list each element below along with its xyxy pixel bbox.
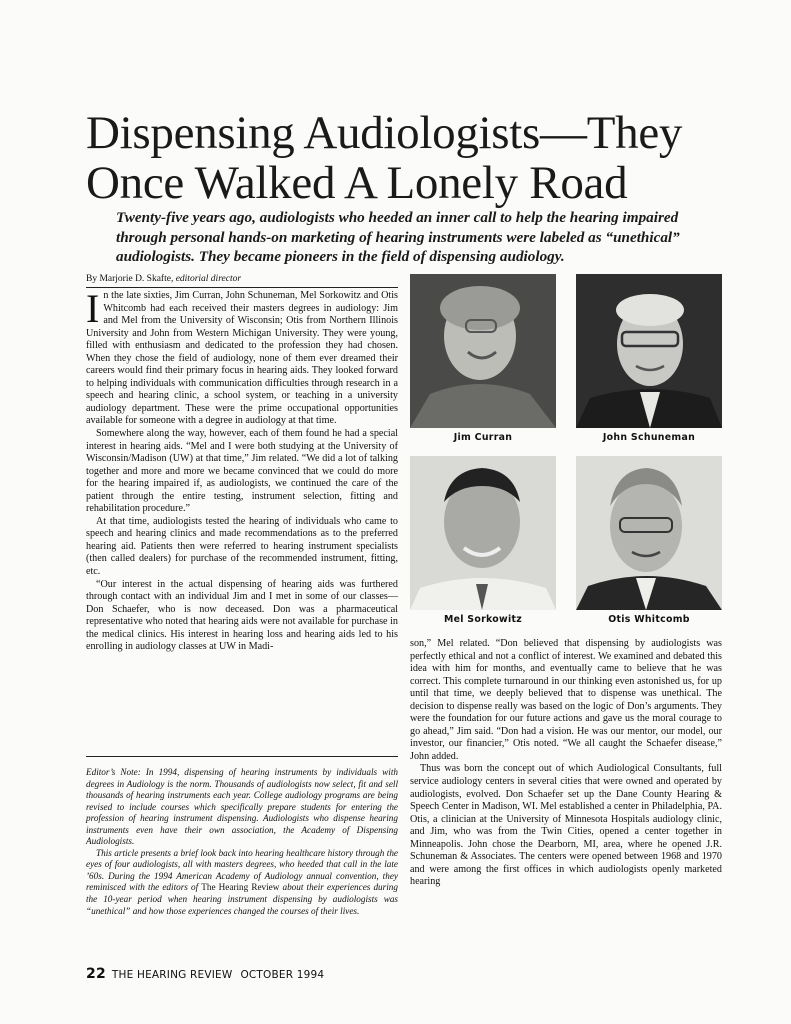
body-paragraph: Thus was born the concept out of which Audiological Consultants, full service audiology centers in several cities that were owned and operated by audiologists, evolved. Don Schaefer set up the Dane County Hearing & Speech Center in Madison, WI. Mel established a center in Philadelphia, PA. Otis, a clinician at the University of Minnesota Hospitals audiology clinic, and Jim, who was from the Twin Cities, opened a center together in Minneapolis. John chose the Dearborn, MI, area, where he opened J.R. Schuneman & Associates. The centers were opened between 1968 and 1970 and were among the first offices in which audiologists openly marketed hearing: [410, 763, 722, 888]
page-number: 22: [86, 966, 106, 982]
photo-jim-curran: [410, 274, 556, 443]
article-title: Dispensing Audiologists—They Once Walked A Lonely Road: [86, 107, 683, 209]
portrait-silhouette-icon: [576, 456, 722, 610]
portrait-silhouette-icon: [410, 274, 556, 428]
body-paragraph: son,” Mel related. “Don believed that dispensing by audiologists was perfectly ethical and not a conflict of interest. We examined and debated this idea with him for months, and eventually came to believe that he was correct. This complete turnaround in our thinking even astonished us, for up until that time, we deeply believed that to dispense was unethical. The decision to dispense really was based on the logic of Don’s arguments. They were the foundation for our future actions and gave us the moral courage to go ahead,” Jim said. “Don had a vision. He was our mentor, our model, our investor, our financier,” Otis noted. “We all caught the Schaefer disease,” John added.: [410, 638, 722, 762]
photo-caption: Jim Curran: [453, 432, 513, 443]
portrait-photo: [410, 274, 556, 428]
portrait-photo: [576, 274, 722, 428]
photo-john-schuneman: [576, 274, 722, 443]
body-paragraph: Somewhere along the way, however, each of them found he had a special interest in hearing aids. “Mel and I were both studying at the University of Wisconsin/Madison (UW) at that time,” Jim related. “We did a lot of talking together and more and more we became convinced that we could do more for the hearing impaired if, as audiologists, we continued the care of the patient through the entire testing, instrument selection, fitting and rehabilitation procedure.”: [86, 428, 398, 515]
article-column-right: [410, 638, 722, 889]
photo-mel-sorkowitz: [410, 456, 556, 625]
photo-caption: John Schuneman: [602, 432, 696, 443]
body-paragraph: “Our interest in the actual dispensing of hearing aids was furthered through contact with an individual Jim and I met in some of our classes—Don Schaefer, who is now deceased. Don was a pharmaceutical representative who noted that hearing aids were not available for purchase in the medical clinics. His interest in hearing loss and hearing aids led to his enrolling in audiology classes at UW in Madi-: [86, 578, 398, 653]
editors-note-text: about their experiences during the 10-year period when hearing instrument dispensing by audiologists was “unethical” and how those experiences changed the courses of their lives.: [86, 882, 398, 916]
publication-name: The Hearing Review: [201, 882, 280, 893]
editors-note-paragraph: [86, 767, 398, 848]
byline: [86, 274, 398, 288]
editors-note-text: In 1994, dispensing of hearing instruments by individuals with degrees in Audiology is the norm. Thousands of audiologists now select, fit and sell thousands of hearing instruments each year. College audiology programs are being revised to include courses which specifically prepare students for entering the profession of hearing instrument dispensing. Audiologists who dispense hearing instruments even have their own association, the Academy of Dispensing Audiologists.: [86, 767, 398, 847]
footer-publication: THE HEARING REVIEW: [111, 969, 233, 981]
photo-otis-whitcomb: [576, 456, 722, 625]
photo-caption: Otis Whitcomb: [608, 614, 690, 625]
portrait-silhouette-icon: [410, 456, 556, 610]
editors-note-text: This article presents a brief look back into hearing healthcare history through the eyes of four audiologists, all with masters degrees, who heeded that call in the late ’60s. During the 1994 American Academy of Audiology annual convention, they reminisced with the editors of: [86, 847, 398, 893]
byline-author: By Marjorie D. Skafte,: [86, 274, 174, 284]
editors-note: [86, 756, 398, 917]
portrait-photo: [576, 456, 722, 610]
drop-cap: I: [86, 286, 100, 331]
paragraph-text: n the late sixties, Jim Curran, John Schuneman, Mel Sorkowitz and Otis Whitcomb had each received their masters degrees in audiology: Jim and Mel from the University of Wisconsin; Otis from Northern Illinois University and John from Western Michigan University. They were young, filled with enthusiasm and dedicated to the profession they had chosen. When they chose the field of audiology, none of them ever dreamed their careers would find their primary focus in hearing aids. They looked forward to helping individuals with communication difficulties through research in a speech and hearing clinic, a school system, or teaching in a university audiology department. These were the prime occupational opportunities available for someone with a degree in audiology at that time.: [86, 290, 398, 427]
article-column-left: [86, 286, 398, 654]
editors-note-lead: Editor’s Note:: [86, 767, 141, 777]
body-paragraph: [86, 286, 398, 428]
page-footer: [86, 966, 324, 982]
editors-note-paragraph: [86, 848, 398, 917]
photo-caption: Mel Sorkowitz: [443, 614, 523, 625]
byline-role: editorial director: [175, 274, 242, 284]
photo-grid: [410, 274, 722, 630]
body-paragraph: At that time, audiologists tested the hearing of individuals who came to speech and hearing clinics and made recommendations as to the preferred hearing aid. Patients then were referred to hearing instrument specialists (then called dealers) for purchase of the recommended instrument, fitting, etc.: [86, 515, 398, 578]
portrait-silhouette-icon: [576, 274, 722, 428]
footer-issue: OCTOBER 1994: [240, 969, 325, 981]
portrait-photo: [410, 456, 556, 610]
article-dek: Twenty-five years ago, audiologists who heeded an inner call to help the hearing impaired through personal hands-on marketing of hearing instruments were labeled as “unethical” audiologists. They became pioneers in the field of dispensing audiology.: [116, 209, 680, 265]
